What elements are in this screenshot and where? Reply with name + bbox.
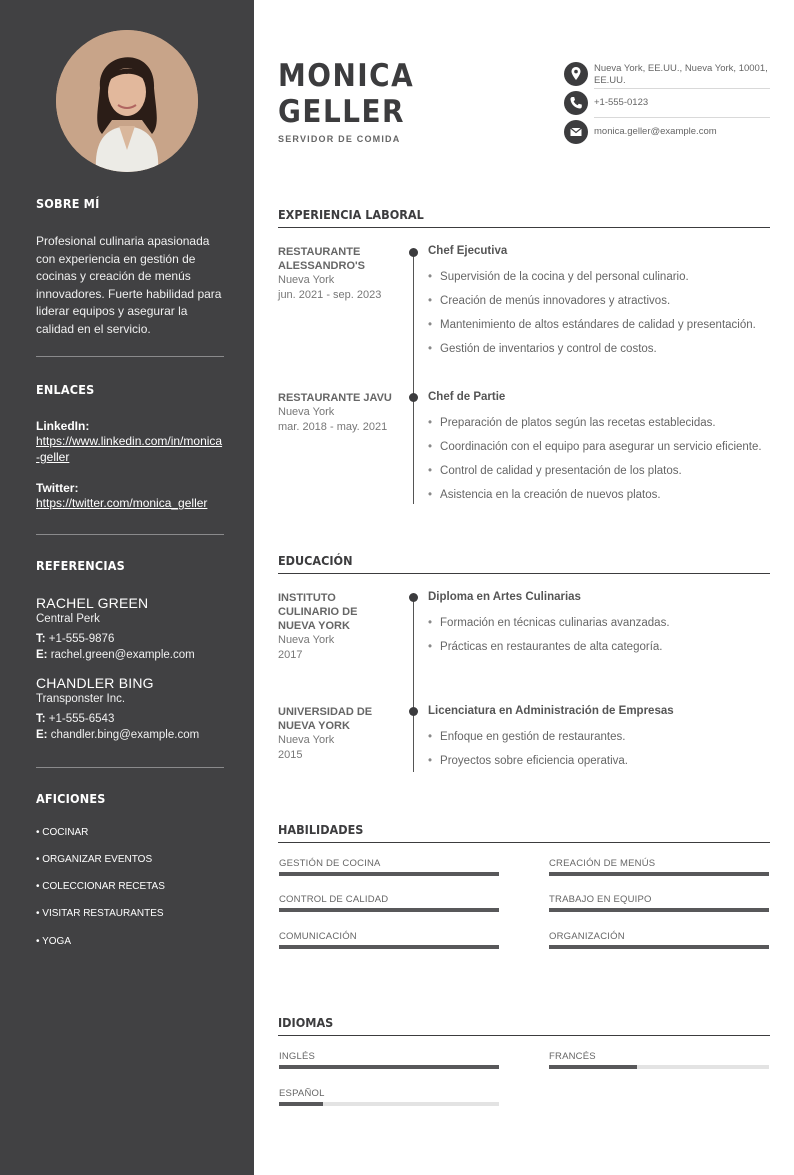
timeline-dot [409, 593, 418, 602]
skill-bar-fill [549, 908, 769, 912]
about-section [36, 196, 224, 338]
hobby-item: • VISITAR RESTAURANTES [36, 908, 164, 919]
job-role: Chef de Partie [428, 391, 506, 403]
profile-photo [56, 30, 198, 172]
section-rule [278, 573, 770, 574]
job-dates: jun. 2021 - sep. 2023 [278, 289, 382, 301]
hobby-item: • COLECCIONAR RECETAS [36, 881, 165, 892]
hobbies-title: AFICIONES [36, 791, 106, 806]
reference-email: rachel.green@example.com [50, 649, 195, 661]
education-year: 2017 [278, 649, 303, 661]
reference-item [36, 595, 224, 663]
reference-item [36, 675, 224, 743]
skill-item [549, 931, 769, 942]
org-name: INSTITUTO CULINARIO DE NUEVA YORK [278, 592, 358, 632]
phone-label: T: [36, 633, 46, 645]
language-item [279, 1088, 499, 1099]
language-label: ESPAÑOL [279, 1088, 325, 1099]
education-degree: Licenciatura en Administración de Empresas [428, 705, 674, 717]
skill-bar [549, 908, 769, 912]
language-bar [549, 1065, 769, 1069]
job-dates: mar. 2018 - may. 2021 [278, 421, 388, 433]
skill-item [279, 894, 499, 905]
job-org [278, 391, 394, 434]
hobbies-section [36, 791, 224, 961]
language-label: FRANCÉS [549, 1051, 596, 1062]
education-bullet: • Proyectos sobre eficiencia operativa. [428, 755, 628, 767]
job-org [278, 245, 394, 302]
job-role: Chef Ejecutiva [428, 245, 508, 257]
links-section [36, 382, 224, 511]
sidebar-divider [36, 534, 224, 535]
links-title: ENLACES [36, 382, 95, 397]
skill-bar [549, 872, 769, 876]
link-twitter [36, 481, 224, 511]
org-location: Nueva York [278, 634, 335, 646]
reference-company: Central Perk [36, 613, 100, 625]
org-name: RESTAURANTE JAVU [278, 392, 392, 404]
skill-bar-fill [279, 872, 499, 876]
timeline-dot [409, 393, 418, 402]
email-label: E: [36, 649, 48, 661]
skill-label: CREACIÓN DE MENÚS [549, 858, 656, 869]
job-bullet: • Supervisión de la cocina y del personal culinario. [428, 271, 689, 283]
link-linkedin [36, 419, 224, 465]
education-title: EDUCACIÓN [278, 553, 353, 568]
education-timeline [413, 598, 414, 772]
contact-email: monica.geller@example.com [594, 126, 717, 137]
experience-title: EXPERIENCIA LABORAL [278, 207, 424, 222]
org-location: Nueva York [278, 734, 335, 746]
skill-item [549, 894, 769, 905]
references-section [36, 558, 224, 743]
about-title: SOBRE MÍ [36, 196, 100, 211]
org-location: Nueva York [278, 274, 335, 286]
job-bullet: • Preparación de platos según las recetas establecidas. [428, 417, 716, 429]
skill-label: CONTROL DE CALIDAD [279, 894, 389, 905]
language-item [549, 1051, 769, 1062]
phone-icon [564, 91, 588, 115]
job-bullet: • Gestión de inventarios y control de costos. [428, 343, 657, 355]
job-bullet: • Control de calidad y presentación de los platos. [428, 465, 682, 477]
link-label: LinkedIn: [36, 419, 90, 433]
references-title: REFERENCIAS [36, 558, 125, 573]
language-bar-fill [549, 1065, 637, 1069]
reference-phone: +1-555-9876 [48, 633, 115, 645]
contact-phone: +1-555-0123 [594, 97, 649, 108]
skill-bar [549, 945, 769, 949]
language-bar [279, 1065, 499, 1069]
contact-divider [594, 117, 770, 118]
skill-label: GESTIÓN DE COCINA [279, 858, 381, 869]
skill-bar-fill [279, 945, 499, 949]
language-bar-fill [279, 1102, 323, 1106]
profile-photo-image [56, 30, 198, 172]
reference-phone: +1-555-6543 [48, 713, 115, 725]
timeline-dot [409, 707, 418, 716]
hobby-item: • ORGANIZAR EVENTOS [36, 854, 153, 865]
skill-bar [279, 872, 499, 876]
education-bullet: • Formación en técnicas culinarias avanzadas. [428, 617, 670, 629]
skill-bar-fill [279, 908, 499, 912]
education-bullet: • Enfoque en gestión de restaurantes. [428, 731, 625, 743]
org-name: RESTAURANTE ALESSANDRO'S [278, 246, 365, 272]
language-label: INGLÉS [279, 1051, 316, 1062]
timeline-dot [409, 248, 418, 257]
skill-bar-fill [549, 945, 769, 949]
name-first: MONICA [278, 58, 415, 94]
languages-title: IDIOMAS [278, 1015, 334, 1030]
job-title: SERVIDOR DE COMIDA [278, 134, 401, 144]
job-bullet: • Coordinación con el equipo para asegurar un servicio eficiente. [428, 441, 762, 453]
reference-company: Transponster Inc. [36, 693, 126, 705]
contact-address: Nueva York, EE.UU., Nueva York, 10001, EE.UU. [594, 63, 768, 86]
section-rule [278, 842, 770, 843]
skill-bar [279, 908, 499, 912]
skill-bar-fill [549, 872, 769, 876]
about-text: Profesional culinaria apasionada con experiencia en gestión de cocinas y creación de menús innovadores. Fuerte habilidad para liderar equipos y asegurar la calidad en el servicio. [36, 234, 222, 336]
reference-name: RACHEL GREEN [36, 595, 149, 611]
education-org [278, 705, 394, 762]
email-label: E: [36, 729, 48, 741]
name-last: GELLER [278, 94, 406, 130]
education-bullet: • Prácticas en restaurantes de alta categoría. [428, 641, 663, 653]
job-bullet: • Creación de menús innovadores y atractivos. [428, 295, 670, 307]
email-icon [564, 120, 588, 144]
sidebar-divider [36, 356, 224, 357]
skill-label: TRABAJO EN EQUIPO [549, 894, 652, 905]
job-bullet: • Asistencia en la creación de nuevos platos. [428, 489, 661, 501]
org-location: Nueva York [278, 406, 335, 418]
twitter-link[interactable]: https://twitter.com/monica_geller [36, 496, 208, 510]
education-year: 2015 [278, 749, 303, 761]
location-pin-icon [564, 62, 588, 86]
section-rule [278, 227, 770, 228]
language-item [279, 1051, 499, 1062]
hobby-item: • YOGA [36, 936, 71, 947]
education-degree: Diploma en Artes Culinarias [428, 591, 581, 603]
language-bar-fill [279, 1065, 499, 1069]
sidebar [0, 0, 254, 1175]
skill-label: COMUNICACIÓN [279, 931, 357, 942]
candidate-name [278, 58, 414, 130]
sidebar-divider [36, 767, 224, 768]
experience-timeline [413, 252, 414, 504]
org-name: UNIVERSIDAD DE NUEVA YORK [278, 706, 373, 732]
reference-name: CHANDLER BING [36, 675, 154, 691]
contact-divider [594, 88, 770, 89]
linkedin-link[interactable]: https://www.linkedin.com/in/monica-geller [36, 434, 223, 464]
skill-item [549, 858, 769, 869]
education-org [278, 591, 394, 662]
contact-block [564, 62, 770, 152]
skill-item [279, 931, 499, 942]
job-bullet: • Mantenimiento de altos estándares de calidad y presentación. [428, 319, 756, 331]
section-rule [278, 1035, 770, 1036]
reference-email: chandler.bing@example.com [50, 729, 200, 741]
skill-label: ORGANIZACIÓN [549, 931, 625, 942]
skill-item [279, 858, 499, 869]
link-label: Twitter: [36, 481, 79, 495]
phone-label: T: [36, 713, 46, 725]
skill-bar [279, 945, 499, 949]
skills-title: HABILIDADES [278, 822, 364, 837]
hobby-item: • COCINAR [36, 827, 89, 838]
language-bar [279, 1102, 499, 1106]
